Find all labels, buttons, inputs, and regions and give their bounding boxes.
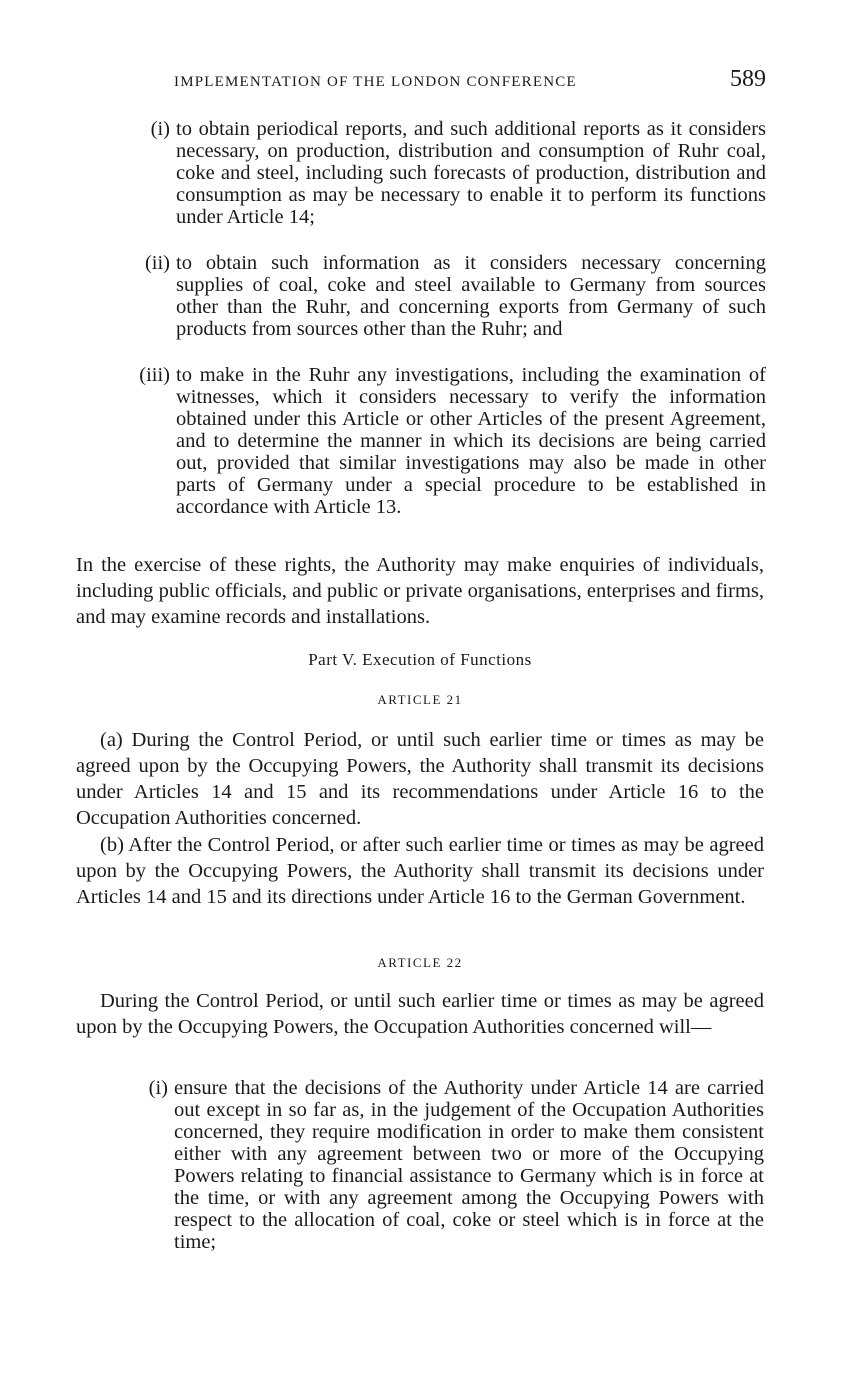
item-text: to obtain periodical reports, and such additional reports as it considers necessary, on production, distribution and consumption of Ruhr coal, coke and steel, including such forecasts of production, distribution and consumption as may be necessary to enable it to perform its functions under Article 14; — [176, 118, 766, 228]
item-text: to obtain such information as it considers necessary concerning supplies of coal, coke and steel available to Germany from sources other than the Ruhr, and concerning exports from Germany of such products from sources other than the Ruhr; and — [176, 252, 766, 340]
exercise-paragraph: In the exercise of these rights, the Authority may make enquiries of individuals, including public officials, and public or private organisations, enterprises and firms, and may examine records and installations. — [76, 554, 764, 628]
article-22-heading: ARTICLE 22 — [377, 955, 463, 970]
page-number: 589 — [730, 66, 766, 92]
running-title: IMPLEMENTATION OF THE LONDON CONFERENCE — [174, 74, 577, 90]
item-text: to make in the Ruhr any investigations, including the examination of witnesses, which it considers necessary to verify the information obtained under this Article or other Articles of the present Agreement, and to determine the manner in which its decisions are being carried out, provided that similar investigations may also be made in other parts of Germany under a special procedure to be established in accordance with Article 13. — [176, 364, 766, 518]
item-number: (i) — [148, 1077, 168, 1099]
article-21-para-a: (a) During the Control Period, or until such earlier time or times as may be agreed upon by the Occupying Powers, the Authority shall transmit its decisions under Articles 14 and 15 and its recommendations under Article 16 to the Occupation Authorities concerned. — [76, 729, 764, 829]
article-21-para-b: (b) After the Control Period, or after such earlier time or times as may be agreed upon by the Occupying Powers, the Authority shall transmit its decisions under Articles 14 and 15 and its directions under Article 16 to the German Government. — [76, 834, 764, 908]
running-header — [174, 66, 766, 96]
item-number: (iii) — [139, 364, 170, 386]
article-22-intro: During the Control Period, or until such earlier time or times as may be agreed upon by the Occupying Powers, the Occupation Authorities concerned will— — [76, 990, 764, 1038]
item-number: (ii) — [144, 252, 170, 274]
item-number: (i) — [150, 118, 170, 140]
item-text: ensure that the decisions of the Authority under Article 14 are carried out except in so far as, in the judgement of the Occupation Authorities concerned, they require modification in order to make them consistent either with any agreement between two or more of the Occupying Powers relating to financial assistance to Germany which is in force at the time, or with any agreement among the Occupying Powers with respect to the allocation of coal, coke or steel which is in force at the time; — [174, 1077, 764, 1253]
part-heading: Part V. Execution of Functions — [308, 650, 532, 669]
article-21-heading: ARTICLE 21 — [377, 692, 463, 707]
